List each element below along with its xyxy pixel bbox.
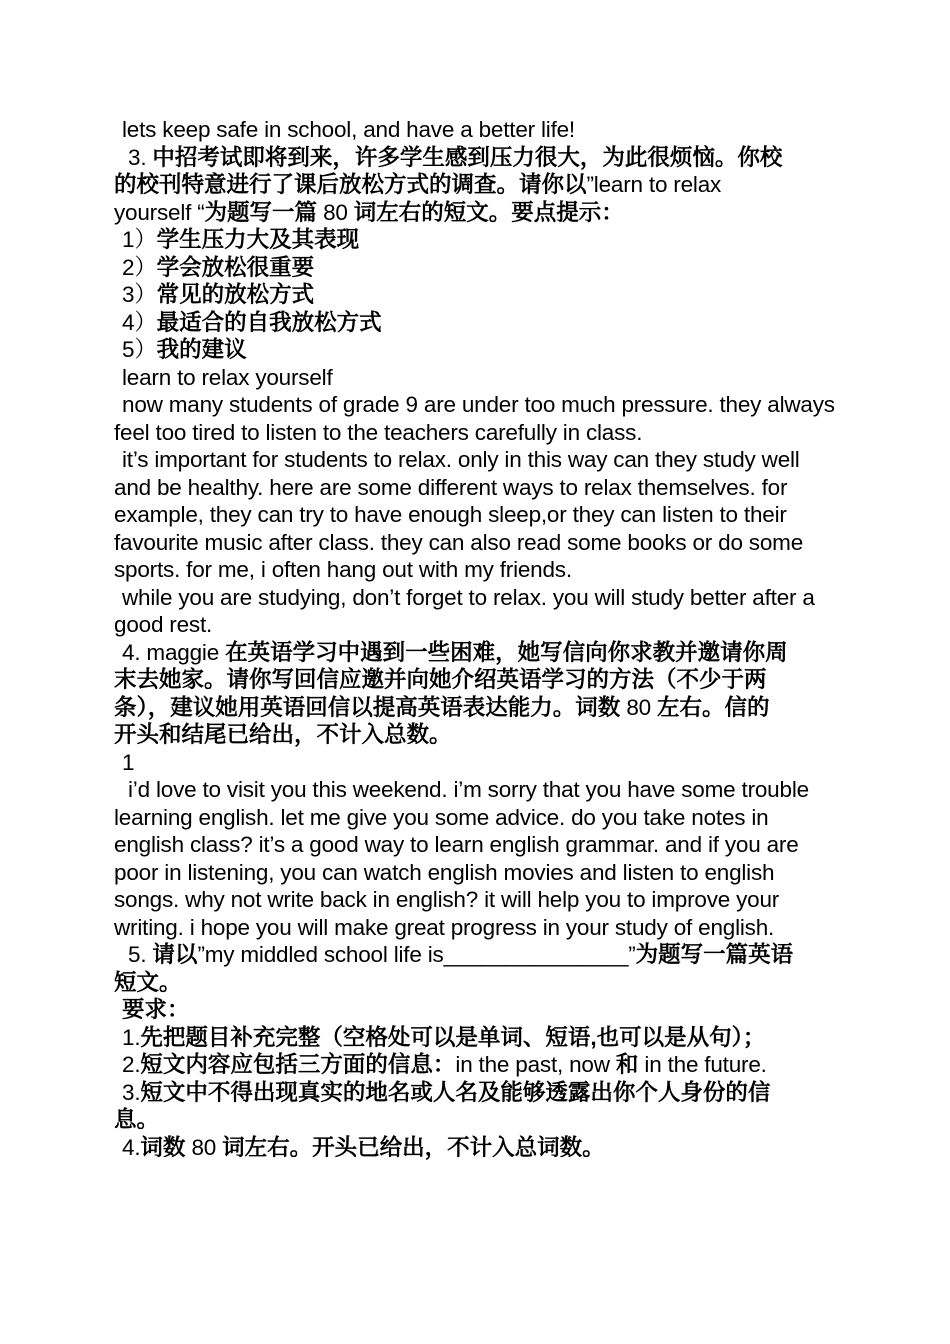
requirements-heading bbox=[114, 996, 836, 1024]
requirement-text: in the future. bbox=[638, 1052, 767, 1077]
point-number: 1） bbox=[122, 227, 157, 252]
question-4-prompt-line-1 bbox=[114, 639, 836, 667]
question-3-prompt-line-1 bbox=[114, 144, 836, 172]
requirement-text: 息。 bbox=[114, 1107, 160, 1132]
heading-text: 要求： bbox=[122, 997, 190, 1022]
requirement-4 bbox=[114, 1134, 836, 1162]
requirement-text: 短文内容应包括三方面的信息： bbox=[140, 1052, 456, 1077]
essay-3-paragraph-3 bbox=[114, 584, 836, 639]
point-4 bbox=[114, 309, 836, 337]
requirement-3-continued bbox=[114, 1106, 836, 1134]
requirement-text: 短文中不得出现真实的地名或人名及能够透露出你个人身份的信 bbox=[140, 1079, 771, 1105]
question-5-prompt-line-2 bbox=[114, 969, 836, 997]
requirement-text: 和 bbox=[615, 1052, 639, 1077]
prompt-text: 左右。信的 bbox=[657, 694, 770, 720]
requirement-2 bbox=[114, 1051, 836, 1079]
prompt-text: 的校刊特意进行了课后放松方式的调查。请你以 bbox=[114, 172, 587, 197]
requirement-number: 4. bbox=[122, 1134, 141, 1160]
requirement-number: 2. bbox=[122, 1052, 141, 1077]
essay-3-title: learn to relax yourself bbox=[122, 364, 333, 390]
point-2 bbox=[114, 254, 836, 282]
prompt-text: 在英语学习中遇到一些困难，她写信向你求教并邀请你周 bbox=[225, 639, 788, 665]
question-number: 4. maggie bbox=[122, 639, 226, 665]
point-5 bbox=[114, 336, 836, 364]
question-number: 5. bbox=[128, 942, 153, 967]
point-text: 我的建议 bbox=[156, 337, 247, 362]
paragraph-text: while you are studying, don’t forget to relax. you will study better after a good rest. bbox=[114, 584, 815, 637]
essay-4-paragraph-1 bbox=[114, 776, 836, 941]
paragraph-text: i’d love to visit you this weekend. i’m sorry that you have some trouble learning english. let me give you some advice. do you take notes in english class? it’s a good way to learn english grammar. and if you are poor in listening, you can watch english movies and listen to english songs. why not write back in english? it will help you to improve your writing. i hope you will make great progress in your study of english. bbox=[114, 777, 809, 940]
question-4-prompt-line-4 bbox=[114, 721, 836, 749]
requirement-text: 词左右。开头已给出，不计入总词数。 bbox=[222, 1134, 605, 1160]
point-text: 常见的放松方式 bbox=[156, 282, 315, 307]
question-3-prompt-line-2 bbox=[114, 171, 836, 199]
paragraph-text: now many students of grade 9 are under too much pressure. they always feel too tired to listen to the teachers carefully in class. bbox=[114, 392, 835, 445]
requirement-number: 3. bbox=[122, 1079, 141, 1105]
prompt-text: ”learn to relax bbox=[586, 172, 722, 197]
point-text: 学生压力大及其表现 bbox=[156, 227, 360, 252]
requirement-text: 词数 bbox=[140, 1134, 186, 1160]
prompt-text: 请以 bbox=[152, 942, 198, 967]
requirement-text: 80 bbox=[185, 1134, 223, 1160]
paragraph-text: it’s important for students to relax. only in this way can they study well and be healthy. here are some different ways to relax themselves. for example, they can try to have enough sleep,or they can listen to their favourite music after class. they can also read some books or do some sports. for me, i often hang out with my friends. bbox=[114, 447, 804, 582]
question-3-prompt-line-3 bbox=[114, 199, 836, 227]
prompt-text: 80 bbox=[317, 199, 354, 225]
prompt-text: 80 bbox=[620, 694, 657, 720]
question-4-prompt-line-3 bbox=[114, 694, 836, 722]
prompt-text: 短文。 bbox=[114, 969, 182, 995]
point-number: 4） bbox=[122, 309, 157, 335]
prompt-text: 为题写一篇 bbox=[204, 199, 318, 225]
prompt-text: 词左右的短文。要点提示： bbox=[353, 199, 624, 225]
requirement-3 bbox=[114, 1079, 836, 1107]
text-line: lets keep safe in school, and have a better life! bbox=[122, 117, 575, 142]
prompt-text: 末去她家。请你写回信应邀并向她介绍英语学习的方法（不少于两 bbox=[114, 667, 767, 692]
essay-3-paragraph-2 bbox=[114, 446, 836, 584]
requirement-1 bbox=[114, 1024, 836, 1052]
document-page bbox=[114, 116, 836, 1161]
point-1 bbox=[114, 226, 836, 254]
requirement-number: 1. bbox=[122, 1024, 141, 1050]
prompt-text: ”my middled school life is_______________” bbox=[197, 942, 636, 967]
essay-3-paragraph-1 bbox=[114, 391, 836, 446]
point-text: 最适合的自我放松方式 bbox=[156, 309, 382, 335]
prompt-text: 开头和结尾已给出，不计入总数。 bbox=[114, 722, 452, 747]
essay-4-number: 1 bbox=[122, 749, 135, 775]
prompt-text: 为题写一篇英语 bbox=[635, 942, 794, 967]
prompt-text: yourself “ bbox=[114, 199, 205, 225]
requirement-text: in the past, now bbox=[455, 1052, 616, 1077]
point-number: 5） bbox=[122, 337, 157, 362]
question-number: 3. bbox=[128, 144, 153, 170]
prompt-text: 条），建议她用英语回信以提高英语表达能力。词数 bbox=[114, 694, 621, 720]
point-number: 3） bbox=[122, 282, 157, 307]
point-text: 学会放松很重要 bbox=[156, 254, 315, 280]
question-4-prompt-line-2 bbox=[114, 666, 836, 694]
point-3 bbox=[114, 281, 836, 309]
point-number: 2） bbox=[122, 254, 157, 280]
prompt-text: 中招考试即将到来，许多学生感到压力很大，为此很烦恼。你校 bbox=[152, 144, 783, 170]
requirement-text: 先把题目补充完整（空格处可以是单词、短语,也可以是从句）； bbox=[140, 1024, 766, 1050]
question-5-prompt-line-1 bbox=[114, 941, 836, 969]
